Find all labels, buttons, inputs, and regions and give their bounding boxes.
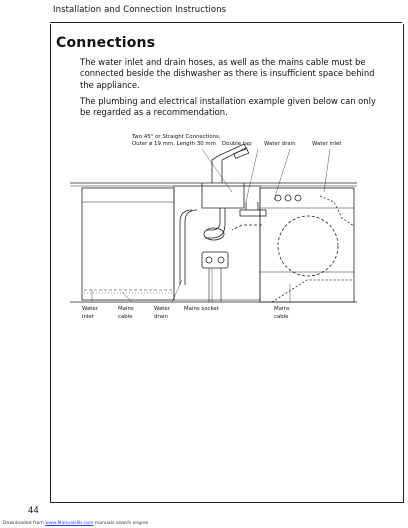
double-tap — [240, 210, 266, 216]
footer-prefix: Downloaded from — [3, 521, 46, 526]
inlet-hose — [180, 210, 192, 285]
label-mains-cable-r2: cable — [274, 314, 289, 320]
machine-inlet-hose — [320, 196, 354, 226]
label-connections-line1: Two 45° or Straight Connections, — [132, 134, 221, 140]
label-double-tap: Double tap — [222, 141, 252, 147]
header-title: Installation and Connection Instructions — [53, 5, 227, 15]
dishwasher-body — [82, 188, 174, 300]
footer-suffix: manuals search engine — [93, 521, 149, 526]
drain-hose — [232, 225, 262, 230]
label-connections-line2: Outer ø 19 mm, Length 30 mm — [132, 141, 216, 147]
faucet — [212, 144, 246, 183]
sink-basin — [202, 183, 244, 208]
label-mains-cable-l2: cable — [118, 314, 133, 320]
washing-machine — [260, 188, 354, 302]
section-title: Connections — [56, 35, 156, 51]
label-water-inlet-l2: inlet — [82, 314, 94, 320]
footer-download-note — [3, 521, 148, 526]
label-water-inlet-l1: Water — [82, 306, 98, 312]
label-mains-cable-r1: Mains — [274, 306, 290, 312]
siphon — [207, 208, 220, 230]
label-water-drain-l1: Water — [154, 306, 170, 312]
page-number: 44 — [28, 506, 39, 516]
paragraph-recommendation: The plumbing and electrical installation example given below can only be regarded as a recommendation. — [80, 96, 376, 118]
paragraph-hoses: The water inlet and drain hoses, as well as the mains cable must be connected beside the dishwasher as there is insufficient space behind the appliance. — [80, 57, 375, 90]
label-mains-cable-l1: Mains — [118, 306, 134, 312]
machine-cable — [272, 280, 354, 302]
header-rule — [50, 22, 402, 23]
manualslib-link[interactable]: www.Manualslib.com — [45, 521, 94, 526]
label-water-inlet-top: Water inlet — [312, 141, 342, 147]
door-porthole — [278, 216, 338, 276]
label-water-drain-top: Water drain — [264, 141, 296, 147]
label-mains-socket: Mains socket — [184, 306, 219, 312]
label-water-drain-l2: drain — [154, 314, 168, 320]
installation-diagram — [62, 130, 382, 330]
